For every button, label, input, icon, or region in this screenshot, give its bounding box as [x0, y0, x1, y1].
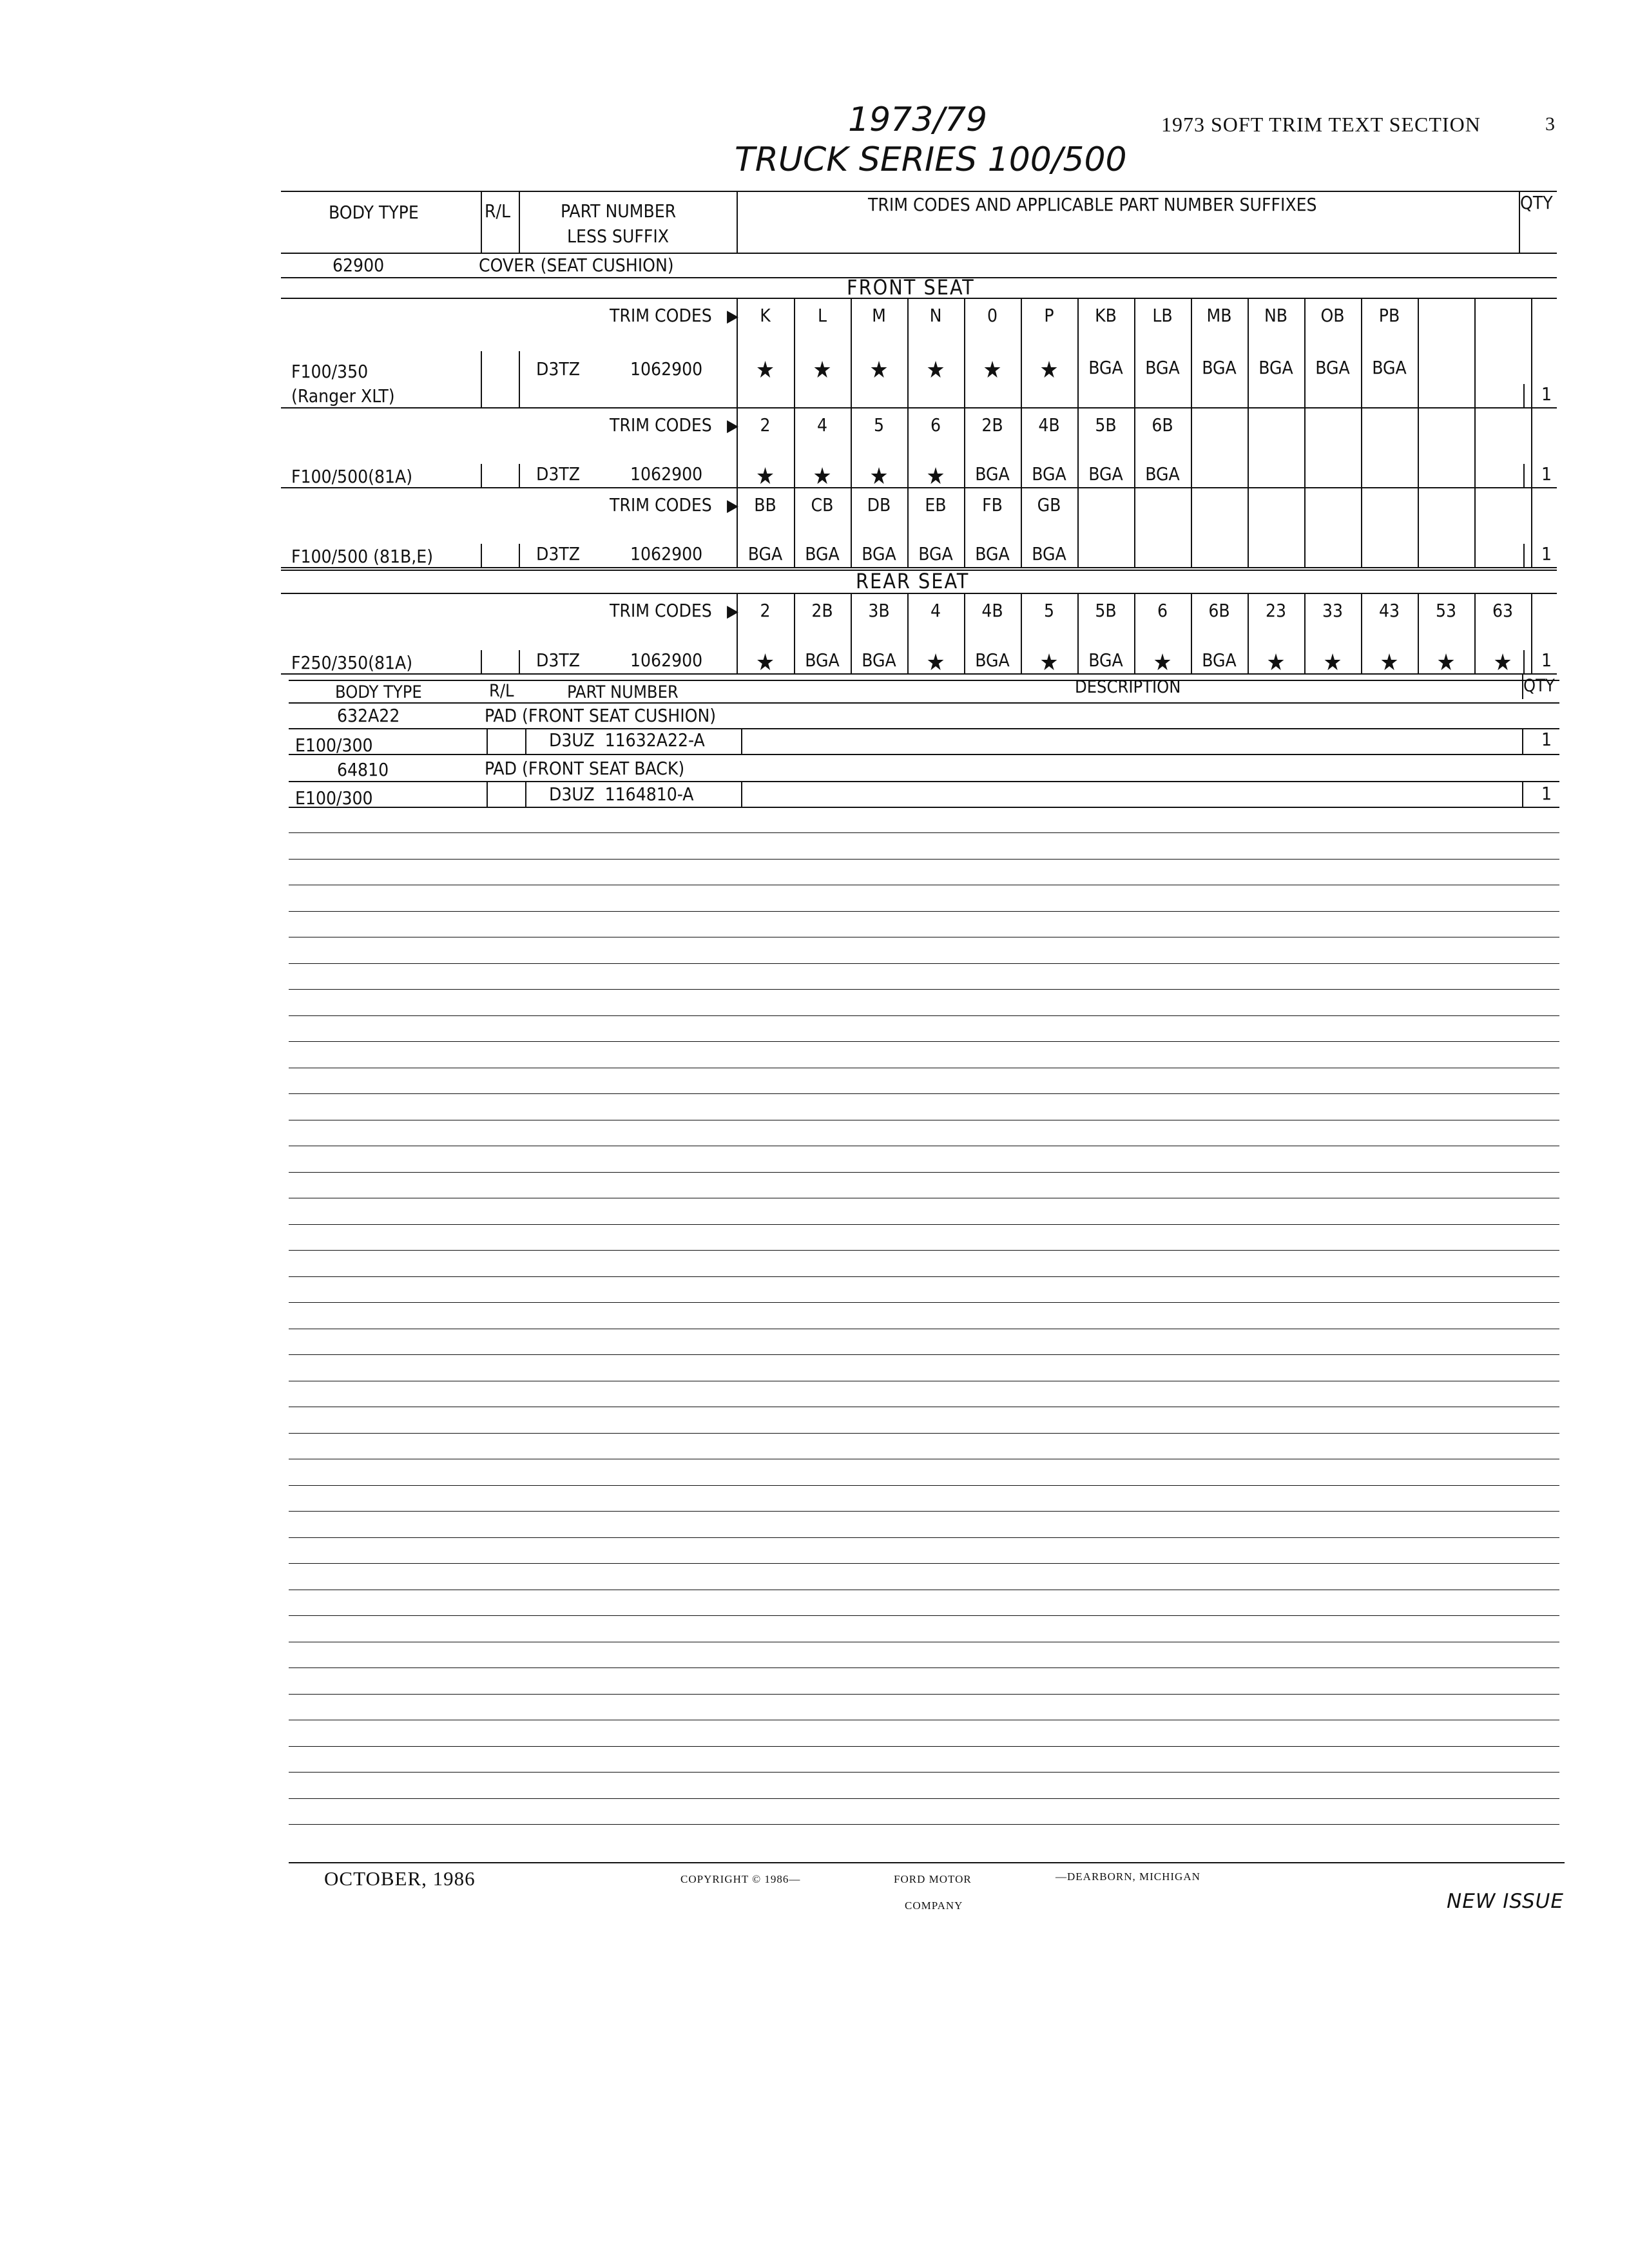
qty: 1 — [1541, 649, 1552, 671]
suffix: BGA — [805, 649, 840, 671]
suffix: BGA — [975, 463, 1010, 485]
part-group-number: 62900 — [333, 255, 385, 276]
rule — [1474, 487, 1476, 567]
part-prefix: D3TZ — [536, 543, 581, 564]
suffix: BGA — [975, 543, 1010, 564]
col-trim-codes: TRIM CODES AND APPLICABLE PART NUMBER SUFFIXES — [868, 194, 1317, 215]
rule — [1522, 781, 1523, 807]
trim-code: P — [1044, 305, 1054, 326]
rule — [1531, 593, 1532, 673]
rule — [525, 781, 526, 807]
blank-rule — [289, 1772, 1559, 1773]
trim-code: FB — [982, 494, 1003, 515]
blank-rule — [289, 1615, 1559, 1616]
part-prefix: D3TZ — [536, 463, 581, 485]
arrow-icon: ▶ — [727, 307, 738, 326]
rule — [1077, 487, 1079, 567]
suffix: BGA — [1032, 543, 1066, 564]
trim-code: 3B — [868, 600, 890, 621]
trim-code: 6B — [1152, 414, 1173, 436]
pad2-body: E100/300 — [295, 787, 373, 809]
rule — [481, 544, 482, 567]
blank-rule — [289, 1224, 1559, 1225]
trim-code: 4B — [1038, 414, 1060, 436]
trim-code: 5B — [1095, 600, 1117, 621]
rule — [1248, 487, 1249, 567]
star-icon: ★ — [813, 357, 832, 383]
blank-rule — [289, 1485, 1559, 1486]
pad2-group: 64810 — [337, 759, 389, 780]
trim-code: 2 — [760, 600, 771, 621]
suffix: BGA — [1088, 463, 1123, 485]
rule — [1522, 673, 1523, 699]
rule — [1522, 728, 1523, 754]
trim-code: M — [872, 305, 886, 326]
star-icon: ★ — [755, 463, 775, 490]
footer-location: —DEARBORN, MICHIGAN — [1055, 1870, 1200, 1883]
suffix: BGA — [1202, 649, 1237, 671]
trim-code: 23 — [1265, 600, 1287, 621]
rule — [281, 567, 1557, 568]
rule — [1304, 487, 1306, 567]
trim-code: BB — [754, 494, 776, 515]
rule — [519, 650, 520, 673]
rule — [289, 807, 1559, 808]
part-number: 1062900 — [630, 463, 703, 485]
t2-part-number: PART NUMBER — [567, 682, 679, 702]
suffix: BGA — [1202, 357, 1237, 378]
body-type: F250/350(81A) — [291, 652, 413, 673]
blank-rule — [289, 832, 1559, 833]
rule — [487, 781, 488, 807]
rule — [289, 754, 1559, 755]
qty: 1 — [1541, 463, 1552, 485]
blank-rule — [289, 1798, 1559, 1799]
body-type: F100/500(81A) — [291, 466, 413, 487]
rule — [487, 728, 488, 754]
col-less-suffix: LESS SUFFIX — [567, 226, 670, 247]
rule — [289, 728, 1559, 729]
star-icon: ★ — [813, 463, 832, 490]
t2-description: DESCRIPTION — [1075, 677, 1181, 697]
pad2-part: D3UZ 1164810-A — [549, 783, 694, 805]
part-prefix: D3TZ — [536, 358, 581, 380]
blank-rule — [289, 1172, 1559, 1173]
blank-rule — [289, 1511, 1559, 1512]
rule — [1191, 407, 1192, 487]
blank-rule — [289, 1563, 1559, 1564]
rule — [1474, 298, 1476, 407]
blank-rule — [289, 1093, 1559, 1094]
rule — [1361, 407, 1362, 487]
star-icon: ★ — [983, 357, 1002, 383]
trim-code: 2B — [981, 414, 1003, 436]
star-icon: ★ — [1493, 649, 1512, 676]
suffix: BGA — [1258, 357, 1293, 378]
star-icon: ★ — [869, 463, 889, 490]
footer-rule — [289, 1862, 1565, 1863]
trim-code: 33 — [1322, 600, 1344, 621]
trim-code: CB — [811, 494, 834, 515]
pad1-qty: 1 — [1541, 729, 1552, 750]
trim-code: 2 — [760, 414, 771, 436]
rule — [289, 702, 1559, 704]
suffix: BGA — [1372, 357, 1407, 378]
trim-code: N — [929, 305, 942, 326]
part-number: 1062900 — [630, 358, 703, 380]
star-icon: ★ — [926, 357, 945, 383]
suffix: BGA — [1315, 357, 1350, 378]
suffix: BGA — [1032, 463, 1066, 485]
arrow-icon: ▶ — [727, 496, 738, 515]
trim-code: MB — [1206, 305, 1232, 326]
suffix: BGA — [1088, 649, 1123, 671]
suffix: BGA — [862, 649, 896, 671]
trim-code: 4 — [816, 414, 828, 436]
trim-code: GB — [1037, 494, 1061, 515]
rule — [481, 351, 482, 407]
star-icon: ★ — [755, 357, 775, 383]
rule — [281, 407, 1557, 408]
front-seat-label: FRONT SEAT — [847, 275, 975, 300]
suffix: BGA — [975, 649, 1010, 671]
col-body-type: BODY TYPE — [329, 202, 419, 223]
rule — [481, 464, 482, 487]
trim-code: 2B — [811, 600, 833, 621]
star-icon: ★ — [926, 463, 945, 490]
col-qty: QTY — [1520, 192, 1553, 213]
trim-codes-label: TRIM CODES — [610, 600, 712, 621]
pad1-part: D3UZ 11632A22-A — [549, 729, 705, 751]
trim-code: 5B — [1095, 414, 1117, 436]
blank-rule — [289, 1276, 1559, 1277]
trim-code: 43 — [1378, 600, 1400, 621]
rule — [737, 192, 738, 253]
rule — [1531, 487, 1532, 567]
qty: 1 — [1541, 383, 1552, 405]
qty: 1 — [1541, 543, 1552, 564]
footer-copyright: COPYRIGHT © 1986— — [680, 1873, 801, 1885]
rule — [1418, 407, 1419, 487]
trim-code: 0 — [987, 305, 998, 326]
rule — [1304, 407, 1306, 487]
suffix: BGA — [1145, 463, 1180, 485]
trim-code: K — [760, 305, 771, 326]
trim-code: DB — [867, 494, 891, 515]
rule — [289, 680, 1559, 681]
suffix: BGA — [1088, 357, 1123, 378]
rule — [481, 650, 482, 673]
star-icon: ★ — [1039, 357, 1059, 383]
trim-code: 6B — [1208, 600, 1230, 621]
part-prefix: D3TZ — [536, 649, 581, 671]
rule — [1418, 298, 1419, 407]
blank-rule — [289, 1302, 1559, 1303]
suffix: BGA — [918, 543, 953, 564]
rule — [281, 298, 1557, 299]
trim-code: 63 — [1492, 600, 1514, 621]
trim-code: 5 — [873, 414, 885, 436]
star-icon: ★ — [1039, 649, 1059, 676]
pad1-description: PAD (FRONT SEAT CUSHION) — [485, 705, 717, 726]
star-icon: ★ — [1436, 649, 1456, 676]
trim-codes-label: TRIM CODES — [610, 494, 712, 515]
blank-rule — [289, 1537, 1559, 1538]
rule — [1191, 487, 1192, 567]
rule — [281, 253, 1557, 254]
suffix: BGA — [805, 543, 840, 564]
blank-rule — [289, 1746, 1559, 1747]
trim-code: L — [817, 305, 827, 326]
trim-code: 4B — [981, 600, 1003, 621]
blank-rule — [289, 963, 1559, 964]
star-icon: ★ — [1266, 649, 1286, 676]
body-type: F100/500 (81B,E) — [291, 546, 434, 567]
body-type-line2: (Ranger XLT) — [291, 385, 395, 407]
rule — [1361, 487, 1362, 567]
star-icon: ★ — [869, 357, 889, 383]
suffix: BGA — [862, 543, 896, 564]
suffix: BGA — [1145, 357, 1180, 378]
rule — [525, 728, 526, 754]
series-title: TRUCK SERIES 100/500 — [735, 140, 1127, 179]
trim-code: 5 — [1043, 600, 1055, 621]
rule — [1523, 464, 1525, 487]
rear-seat-label: REAR SEAT — [856, 569, 970, 593]
rule — [519, 192, 520, 253]
rule — [1418, 487, 1419, 567]
rule — [519, 351, 520, 407]
rule — [741, 781, 742, 807]
rule — [1531, 298, 1532, 407]
blank-rule — [289, 1694, 1559, 1695]
rule — [1531, 407, 1532, 487]
rule — [741, 728, 742, 754]
body-type: F100/350 — [291, 361, 369, 382]
trim-code: 6 — [930, 414, 941, 436]
rule — [281, 487, 1557, 488]
blank-rule — [289, 1041, 1559, 1042]
star-icon: ★ — [1323, 649, 1342, 676]
blank-rule — [289, 911, 1559, 912]
pad2-description: PAD (FRONT SEAT BACK) — [485, 758, 685, 779]
footer-date: OCTOBER, 1986 — [324, 1867, 476, 1890]
blank-rule — [289, 859, 1559, 860]
trim-code: 6 — [1157, 600, 1168, 621]
blank-rule — [289, 1433, 1559, 1434]
blank-rule — [289, 1015, 1559, 1016]
rule — [281, 191, 1557, 192]
blank-rule — [289, 1824, 1559, 1825]
arrow-icon: ▶ — [727, 416, 738, 436]
pad2-qty: 1 — [1541, 783, 1552, 804]
t2-qty: QTY — [1523, 676, 1555, 696]
trim-code: PB — [1378, 305, 1400, 326]
pad1-group: 632A22 — [337, 705, 400, 726]
star-icon: ★ — [1380, 649, 1399, 676]
rule — [1523, 544, 1525, 567]
arrow-icon: ▶ — [727, 602, 738, 621]
trim-code: 53 — [1435, 600, 1457, 621]
trim-code: EB — [925, 494, 947, 515]
trim-codes-label: TRIM CODES — [610, 414, 712, 436]
pad1-body: E100/300 — [295, 735, 373, 756]
part-number: 1062900 — [630, 649, 703, 671]
trim-code: KB — [1095, 305, 1117, 326]
footer-company-line1: FORD MOTOR — [894, 1873, 972, 1885]
rule — [1523, 650, 1525, 673]
suffix: BGA — [747, 543, 783, 564]
rule — [481, 192, 482, 253]
section-title: 1973 SOFT TRIM TEXT SECTION — [1161, 113, 1481, 136]
part-group-description: COVER (SEAT CUSHION) — [479, 255, 674, 276]
t2-body-type: BODY TYPE — [335, 682, 422, 702]
star-icon: ★ — [926, 649, 945, 676]
trim-code: LB — [1152, 305, 1173, 326]
trim-code: 4 — [930, 600, 941, 621]
t2-rl: R/L — [489, 681, 514, 701]
footer-company-line2: COMPANY — [905, 1899, 963, 1912]
trim-codes-label: TRIM CODES — [610, 305, 712, 326]
col-rl: R/L — [485, 200, 511, 222]
blank-rule — [289, 989, 1559, 990]
rule — [1474, 407, 1476, 487]
part-number: 1062900 — [630, 543, 703, 564]
rule — [289, 781, 1559, 782]
rule — [519, 544, 520, 567]
rule — [1134, 487, 1135, 567]
rule — [1248, 407, 1249, 487]
trim-code: OB — [1320, 305, 1345, 326]
page-number: 3 — [1545, 113, 1555, 135]
blank-rule — [289, 1250, 1559, 1251]
rule — [519, 464, 520, 487]
star-icon: ★ — [755, 649, 775, 676]
blank-rule — [289, 1354, 1559, 1355]
years-title: 1973/79 — [848, 101, 988, 139]
footer-issue: NEW ISSUE — [1447, 1890, 1564, 1913]
star-icon: ★ — [1153, 649, 1172, 676]
trim-code: NB — [1264, 305, 1288, 326]
col-part-number: PART NUMBER — [561, 200, 677, 222]
blank-rule — [289, 1667, 1559, 1668]
rule — [1523, 384, 1525, 407]
